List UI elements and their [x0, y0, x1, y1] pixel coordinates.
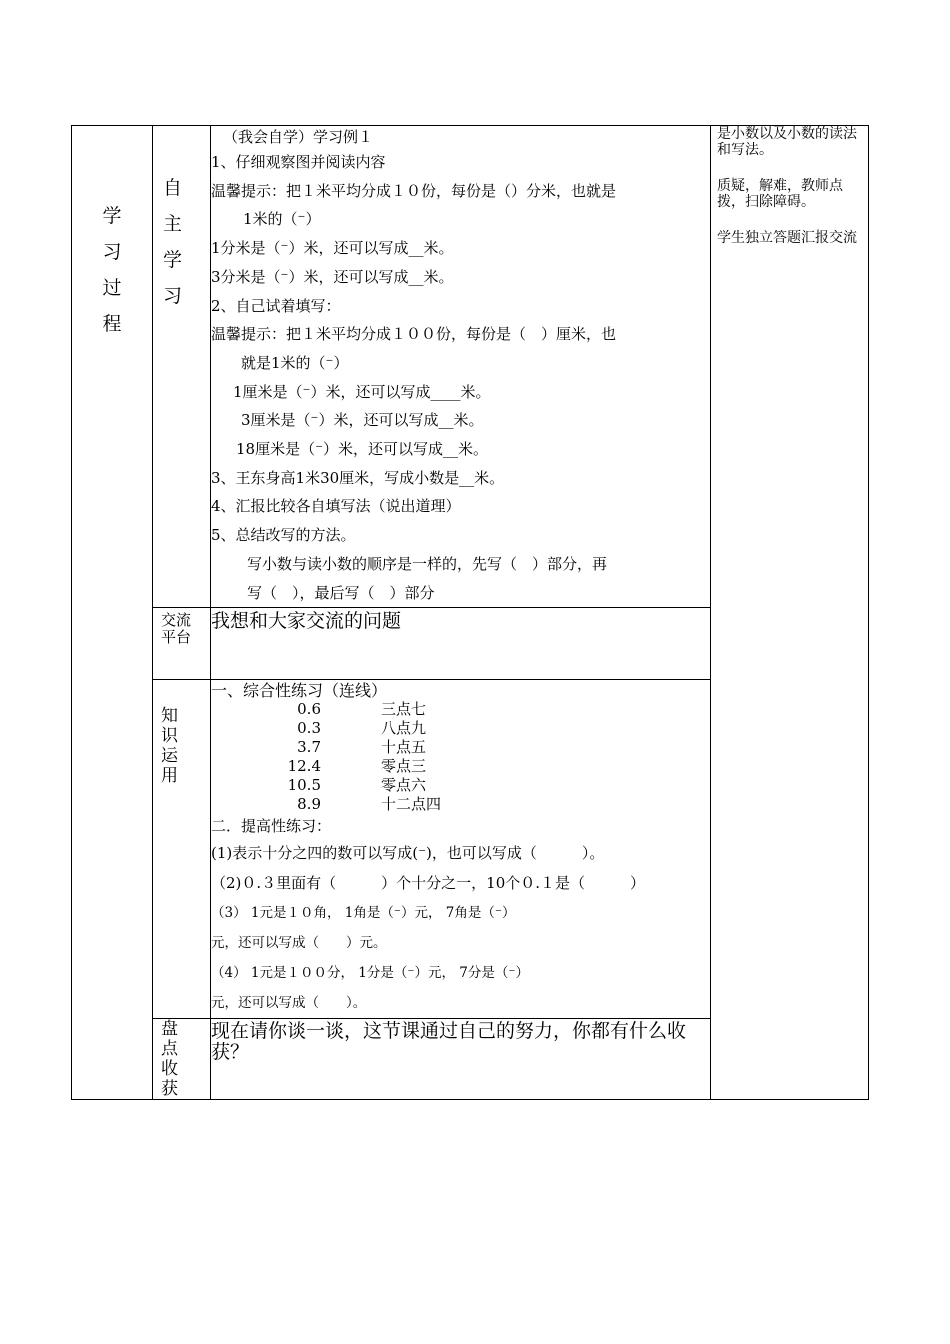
pandian-label-cell — [153, 1019, 211, 1100]
exercise-heading: 一、综合性练习（连线） — [211, 681, 388, 701]
zizhu-line: 1米的（⁻） — [243, 210, 321, 229]
zhishi-label: 知 识 运 用 — [161, 706, 178, 787]
match-number: 3.7 — [297, 738, 321, 757]
question: （4） 1元是１００分， 1分是（⁻）元， 7分是（⁻） — [211, 965, 529, 982]
notes-cell — [711, 126, 869, 1100]
zizhu-line: 4、汇报比较各自填写法（说出道理） — [211, 497, 461, 516]
pandian-content — [211, 1019, 711, 1100]
jiaoliu-text: 我想和大家交流的问题 — [211, 610, 402, 633]
zizhu-line: 写小数与读小数的顺序是一样的，先写（ ）部分，再 — [247, 554, 608, 573]
pandian-text: 现在请你谈一谈，这节课通过自己的努力，你都有什么收获？ — [211, 1020, 687, 1064]
zizhu-line: 18厘米是（⁻）米，还可以写成__米。 — [236, 440, 489, 459]
zizhu-line: 5、总结改写的方法。 — [211, 526, 356, 545]
zizhu-line: 2、自己试着填写： — [211, 296, 341, 315]
phase-cell — [72, 126, 153, 1100]
zizhu-label-cell — [153, 126, 211, 608]
match-word: 零点三 — [381, 757, 427, 776]
note-item: 质疑，解难，教师点拨，扫除障碍。 — [717, 178, 843, 210]
question: （3） 1元是１０角， 1角是（⁻）元， 7角是（⁻） — [211, 905, 516, 922]
match-number: 10.5 — [287, 776, 321, 795]
zizhu-line: 3厘米是（⁻）米，还可以写成__米。 — [241, 411, 484, 430]
zizhu-label: 自 主 学 习 — [163, 177, 183, 307]
zizhu-line: 就是1米的（⁻） — [241, 353, 349, 372]
zizhu-line: 温馨提示：把１米平均分成１０份，每份是（）分米，也就是 — [211, 181, 617, 200]
match-word: 八点九 — [381, 719, 427, 738]
pandian-label: 盘 点 收 获 — [161, 1019, 178, 1100]
jiaoliu-label-cell — [153, 608, 211, 680]
teacher-notes — [711, 126, 868, 246]
match-word: 零点六 — [381, 776, 427, 795]
match-number: 12.4 — [287, 757, 321, 776]
matching-pairs — [211, 700, 710, 814]
jiaoliu-content — [211, 608, 711, 680]
zizhu-line: 1分米是（⁻）米，还可以写成__米。 — [211, 239, 454, 258]
question: 元，还可以写成（ ）元。 — [211, 935, 387, 952]
phase-label: 学 习 过 程 — [102, 205, 122, 335]
zizhu-line: 3、王东身高1米30厘米，写成小数是__米。 — [211, 468, 505, 487]
match-number: 0.3 — [297, 719, 321, 738]
match-number: 0.6 — [297, 700, 321, 719]
zizhu-line: 1、仔细观察图并阅读内容 — [211, 153, 386, 171]
zhishi-label-cell — [153, 680, 211, 1019]
question: (1)表示十分之四的数可以写成(⁻)，也可以写成（ ）。 — [211, 844, 605, 863]
exercise-heading: 二．提高性练习： — [211, 817, 332, 836]
zizhu-line: （我会自学）学习例１ — [223, 128, 374, 146]
zizhu-line: 温馨提示：把１米平均分成１００份，每份是（ ）厘米，也 — [211, 325, 617, 344]
note-item: 学生独立答题汇报交流 — [717, 230, 857, 246]
zhishi-content — [211, 680, 711, 1019]
match-number: 8.9 — [297, 795, 321, 814]
question: 元，还可以写成（ ）。 — [211, 995, 367, 1012]
jiaoliu-label: 交流 平台 — [161, 611, 192, 647]
lesson-plan-table — [71, 125, 869, 1100]
zizhu-line: 1厘米是（⁻）米，还可以写成____米。 — [233, 382, 491, 401]
zizhu-content — [211, 126, 711, 608]
match-word: 十二点四 — [381, 795, 442, 814]
question: （2)０.３里面有（ ）个十分之一，10个０.１是（ ） — [211, 874, 646, 893]
match-word: 三点七 — [381, 700, 427, 719]
match-word: 十点五 — [381, 738, 427, 757]
zizhu-line: 写（ ），最后写（ ）部分 — [247, 583, 435, 602]
note-item: 是小数以及小数的读法和写法。 — [717, 126, 857, 158]
zizhu-line: 3分米是（⁻）米，还可以写成__米。 — [211, 267, 454, 286]
